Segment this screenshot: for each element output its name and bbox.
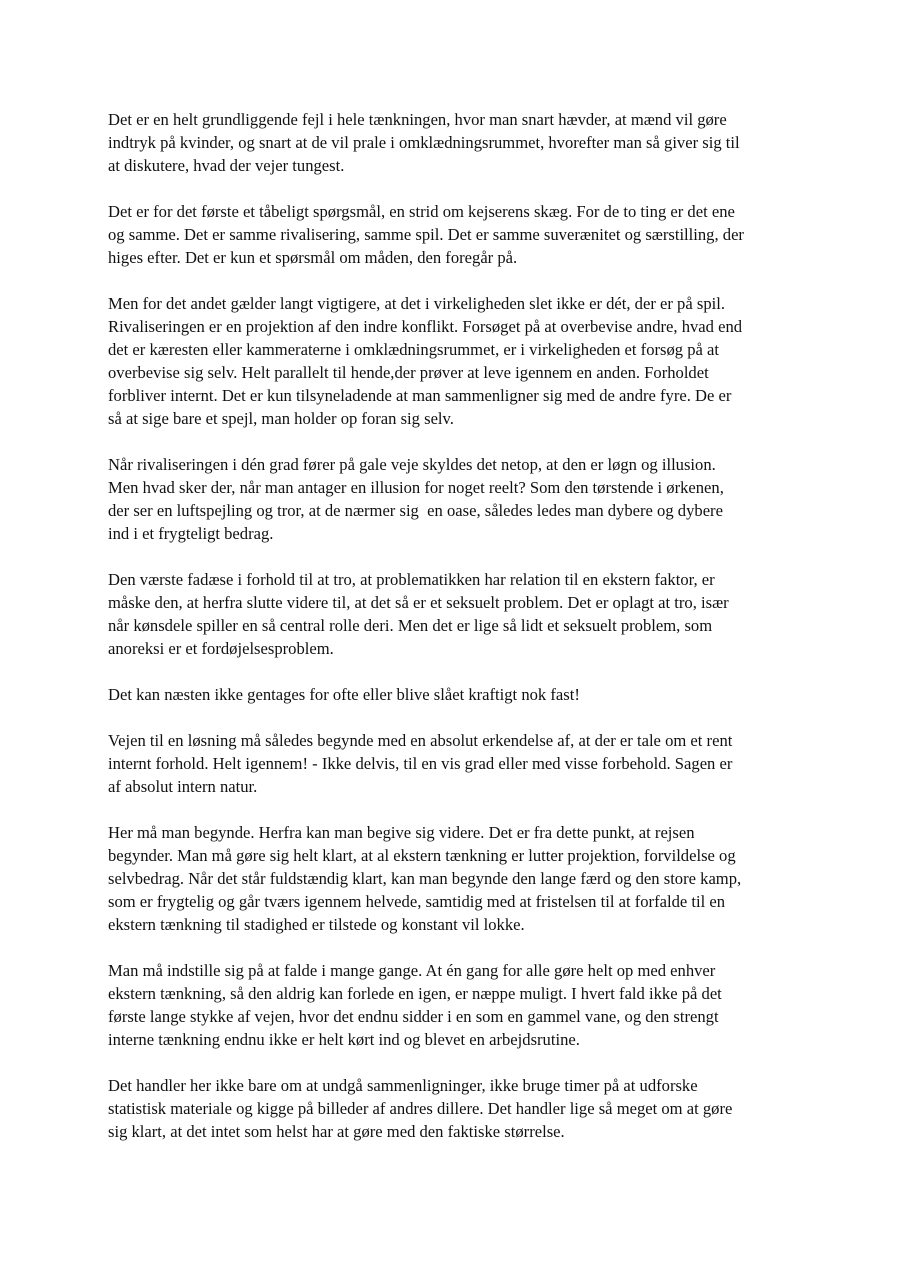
text-line: overbevise sig selv. Helt parallelt til hende,der prøver at leve igennem en anden. Forholdet [108,363,709,382]
text-line: Man må indstille sig på at falde i mange gange. At én gang for alle gøre helt op med enhver [108,961,716,980]
text-line: Det er for det første et tåbeligt spørgsmål, en strid om kejserens skæg. For de to ting er det ene [108,202,735,221]
text-line: forbliver internt. Det er kun tilsyneladende at man sammenligner sig med de andre fyre. De er [108,386,732,405]
paragraph-7 [108,729,798,798]
text-line: Rivaliseringen er en projektion af den indre konflikt. Forsøget på at overbevise andre, hvad end [108,317,743,336]
text-line: Det er en helt grundliggende fejl i hele tænkningen, hvor man snart hævder, at mænd vil gøre [108,110,727,129]
paragraph-8 [108,821,798,936]
paragraph-9 [108,959,798,1051]
text-line: Når rivaliseringen i dén grad fører på gale veje skyldes det netop, at den er løgn og illusion. [108,455,716,474]
text-line: ind i et frygteligt bedrag. [108,524,274,543]
text-line: når kønsdele spiller en så central rolle deri. Men det er lige så lidt et seksuelt problem, som [108,616,713,635]
text-line: begynder. Man må gøre sig helt klart, at al ekstern tænkning er lutter projektion, forvildelse og [108,846,736,865]
paragraph-1 [108,108,798,177]
text-line: statistisk materiale og kigge på billeder af andres dillere. Det handler lige så meget om at gøre [108,1099,733,1118]
text-line: og samme. Det er samme rivalisering, samme spil. Det er samme suverænitet og særstilling, der [108,225,744,244]
text-line: det er kæresten eller kammeraterne i omklædningsrummet, er i virkeligheden et forsøg på at [108,340,720,359]
text-line: som er frygtelig og går tværs igennem helvede, samtidig med at fristelsen til at forfalde til en [108,892,726,911]
text-line: higes efter. Det er kun et spørsmål om måden, den foregår på. [108,248,518,267]
text-line: Men for det andet gælder langt vigtigere, at det i virkeligheden slet ikke er dét, der er på spil. [108,294,725,313]
text-line: så at sige bare et spejl, man holder op foran sig selv. [108,409,454,428]
text-line: der ser en luftspejling og tror, at de nærmer sig en oase, således ledes man dybere og dybere [108,501,723,520]
text-line: af absolut intern natur. [108,777,258,796]
text-line: anoreksi er et fordøjelsesproblem. [108,639,334,658]
text-line: første lange stykke af vejen, hvor det endnu sidder i en som en gammel vane, og den strengt [108,1007,719,1026]
paragraph-5 [108,568,798,660]
text-line: Vejen til en løsning må således begynde med en absolut erkendelse af, at der er tale om et rent [108,731,733,750]
text-line: Her må man begynde. Herfra kan man begive sig videre. Det er fra dette punkt, at rejsen [108,823,695,842]
text-line: måske den, at herfra slutte videre til, at det så er et seksuelt problem. Det er oplagt at tro, især [108,593,729,612]
text-line: interne tænkning endnu ikke er helt kørt ind og blevet en arbejdsrutine. [108,1030,580,1049]
text-line: Det handler her ikke bare om at undgå sammenligninger, ikke bruge timer på at udforske [108,1076,698,1095]
text-line: ekstern tænkning til stadighed er tilstede og konstant vil lokke. [108,915,525,934]
paragraph-6 [108,683,798,706]
text-line: ekstern tænkning, så den aldrig kan forlede en igen, er næppe muligt. I hvert fald ikke på det [108,984,722,1003]
text-line: internt forhold. Helt igennem! - Ikke delvis, til en vis grad eller med visse forbehold. Sagen er [108,754,733,773]
paragraph-2 [108,200,798,269]
paragraph-4 [108,453,798,545]
text-line: Men hvad sker der, når man antager en illusion for noget reelt? Som den tørstende i ørkenen, [108,478,724,497]
paragraph-3 [108,292,798,430]
text-line: indtryk på kvinder, og snart at de vil prale i omklædningsrummet, hvorefter man så giver sig til [108,133,740,152]
text-line: selvbedrag. Når det står fuldstændig klart, kan man begynde den lange færd og den store kamp, [108,869,742,888]
text-line: Det kan næsten ikke gentages for ofte eller blive slået kraftigt nok fast! [108,685,580,704]
document-body [108,108,798,1166]
text-line: Den værste fadæse i forhold til at tro, at problematikken har relation til en ekstern faktor, er [108,570,715,589]
text-line: at diskutere, hvad der vejer tungest. [108,156,345,175]
paragraph-10 [108,1074,798,1143]
text-line: sig klart, at det intet som helst har at gøre med den faktiske størrelse. [108,1122,565,1141]
